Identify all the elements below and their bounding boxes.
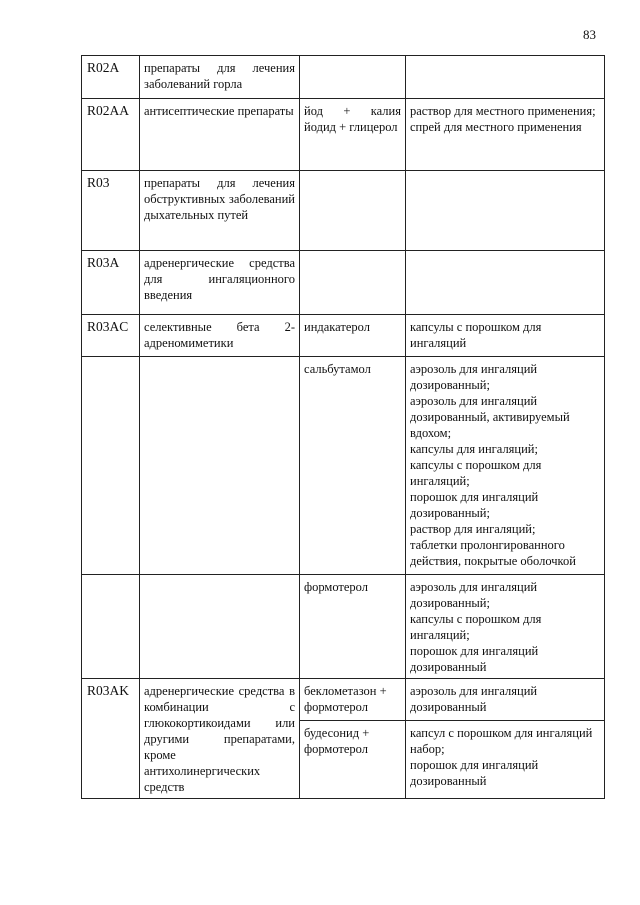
drug-name-cell: беклометазон + формотерол xyxy=(300,679,406,721)
dosage-form: аэрозоль для ингаляций дозированный xyxy=(410,684,538,714)
dosage-form: аэрозоль для ингаляций дозированный; xyxy=(410,362,538,392)
group-name-cell: антисептические препараты xyxy=(140,99,300,171)
dosage-form: таблетки пролонгированного действия, покрытые оболочкой xyxy=(410,538,576,568)
dosage-forms-cell xyxy=(406,251,605,315)
atc-code-cell: R03AK xyxy=(82,679,140,799)
dosage-form: спрей для местного применения xyxy=(410,120,582,134)
dosage-form: порошок для ингаляций дозированный; xyxy=(410,490,539,520)
dosage-form: раствор для местного применения; xyxy=(410,104,596,118)
group-name-cell: адренергические средства для ингаляционного введения xyxy=(140,251,300,315)
drug-name-cell xyxy=(300,171,406,251)
atc-code-cell: R03AC xyxy=(82,315,140,357)
dosage-form: порошок для ингаляций дозированный xyxy=(410,758,539,788)
group-name-cell xyxy=(140,575,300,679)
dosage-forms-cell xyxy=(406,56,605,99)
drug-name-cell: формотерол xyxy=(300,575,406,679)
dosage-forms-cell xyxy=(406,315,605,357)
atc-code-cell: R02A xyxy=(82,56,140,99)
drug-name-cell: будесонид + формотерол xyxy=(300,721,406,799)
atc-code-cell: R02AA xyxy=(82,99,140,171)
atc-code-cell xyxy=(82,575,140,679)
drug-name-cell: сальбутамол xyxy=(300,357,406,575)
dosage-form: аэрозоль для ингаляций дозированный; xyxy=(410,580,538,610)
table-row xyxy=(82,357,605,575)
table-row xyxy=(82,171,605,251)
table-row xyxy=(82,315,605,357)
group-name-cell: селективные бета 2-адреномиметики xyxy=(140,315,300,357)
dosage-forms-cell xyxy=(406,721,605,799)
table-row xyxy=(82,99,605,171)
table-row xyxy=(82,679,605,721)
group-name-cell xyxy=(140,357,300,575)
dosage-form: раствор для ингаляций; xyxy=(410,522,536,536)
dosage-forms-cell xyxy=(406,679,605,721)
drug-name-cell xyxy=(300,56,406,99)
table-row xyxy=(82,575,605,679)
drug-name-cell: йод + калия йодид + глицерол xyxy=(300,99,406,171)
dosage-forms-cell xyxy=(406,575,605,679)
dosage-forms-cell xyxy=(406,99,605,171)
dosage-forms-cell xyxy=(406,171,605,251)
group-name-cell: препараты для лечения заболеваний горла xyxy=(140,56,300,99)
dosage-form: порошок для ингаляций дозированный xyxy=(410,644,539,674)
table-row xyxy=(82,251,605,315)
page-number: 83 xyxy=(583,27,596,42)
dosage-form: капсулы с порошком для ингаляций; xyxy=(410,612,542,642)
atc-code-cell: R03A xyxy=(82,251,140,315)
group-name-cell: препараты для лечения обструктивных заболеваний дыхательных путей xyxy=(140,171,300,251)
group-name-cell: адренергические средства в комбинации с глюкокортикоидами или другими препаратами, кроме антихолинергических средств xyxy=(140,679,300,799)
table-row xyxy=(82,56,605,99)
dosage-form: капсул с порошком для ингаляций набор; xyxy=(410,726,593,756)
dosage-form: капсулы с порошком для ингаляций; xyxy=(410,458,542,488)
drug-name-cell xyxy=(300,251,406,315)
dosage-form: капсулы для ингаляций; xyxy=(410,442,538,456)
atc-code-cell: R03 xyxy=(82,171,140,251)
drug-name-cell: индакатерол xyxy=(300,315,406,357)
dosage-forms-cell xyxy=(406,357,605,575)
drug-table xyxy=(81,55,605,799)
dosage-form: аэрозоль для ингаляций дозированный, активируемый вдохом; xyxy=(410,394,570,440)
dosage-form: капсулы с порошком для ингаляций xyxy=(410,320,542,350)
atc-code-cell xyxy=(82,357,140,575)
